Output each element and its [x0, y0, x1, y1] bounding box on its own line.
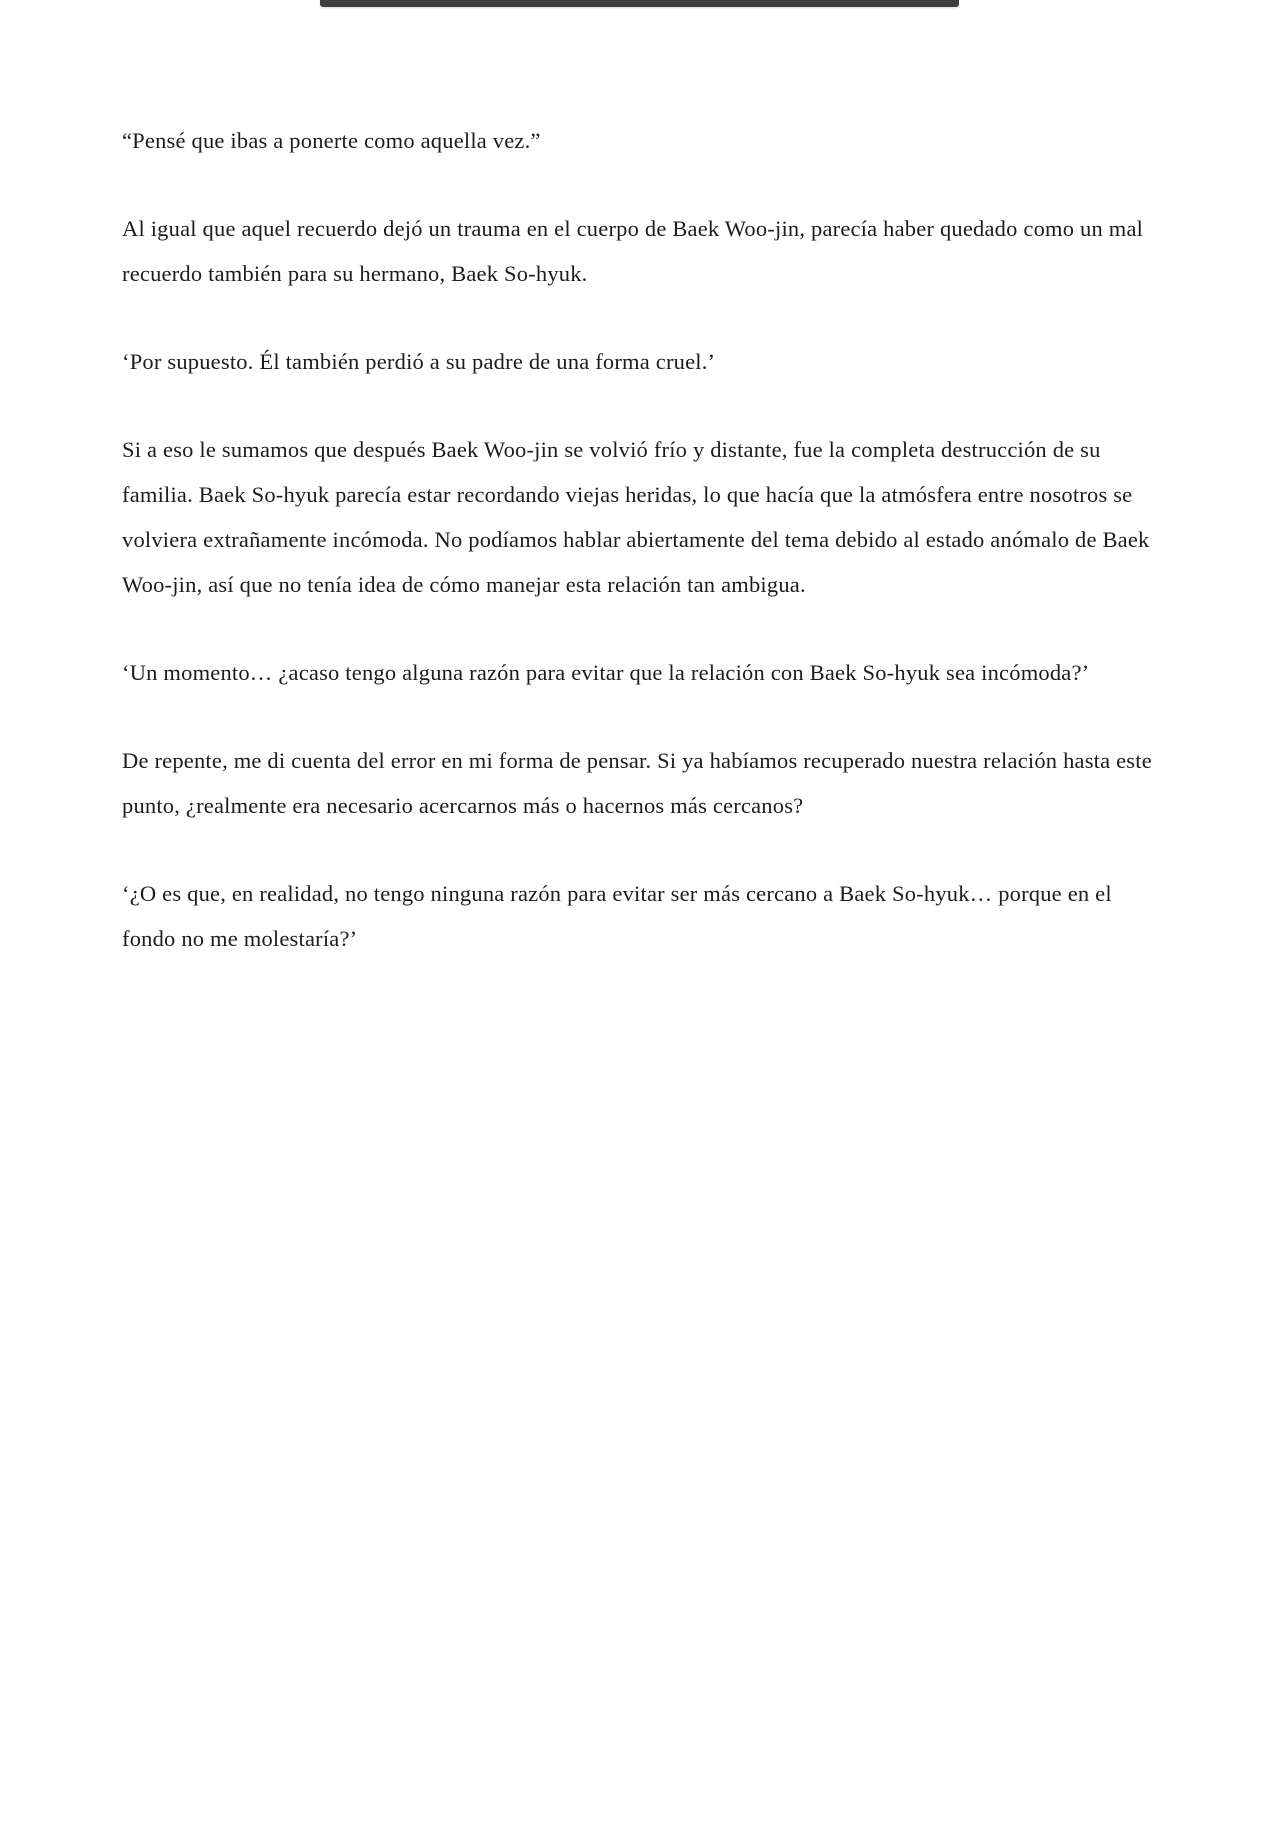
story-paragraph: Si a eso le sumamos que después Baek Woo-jin se volvió frío y distante, fue la completa destrucción de su familia. Baek So-hyuk parecía estar recordando viejas heridas, lo que hacía que la atmósfera entre nosotros se volviera extrañamente incómoda. No podíamos hablar abiertamente del tema debido al estado anómalo de Baek Woo-jin, así que no tenía idea de cómo manejar esta relación tan ambigua.	[122, 437, 1150, 597]
story-paragraph: ‘¿O es que, en realidad, no tengo ninguna razón para evitar ser más cercano a Baek So-hyuk… porque en el fondo no me molestaría?’	[122, 881, 1112, 951]
story-paragraph: De repente, me di cuenta del error en mi forma de pensar. Si ya habíamos recuperado nuestra relación hasta este punto, ¿realmente era necesario acercarnos más o hacernos más cercanos?	[122, 748, 1152, 818]
story-paragraph: ‘Un momento… ¿acaso tengo alguna razón para evitar que la relación con Baek So-hyuk sea incómoda?’	[122, 660, 1090, 685]
scrolled-banner-remnant	[320, 0, 959, 7]
story-paragraph: ‘Por supuesto. Él también perdió a su padre de una forma cruel.’	[122, 349, 716, 374]
story-paragraph: Al igual que aquel recuerdo dejó un trauma en el cuerpo de Baek Woo-jin, parecía haber quedado como un mal recuerdo también para su hermano, Baek So-hyuk.	[122, 216, 1144, 286]
story-paragraph: “Pensé que ibas a ponerte como aquella vez.”	[122, 128, 541, 153]
